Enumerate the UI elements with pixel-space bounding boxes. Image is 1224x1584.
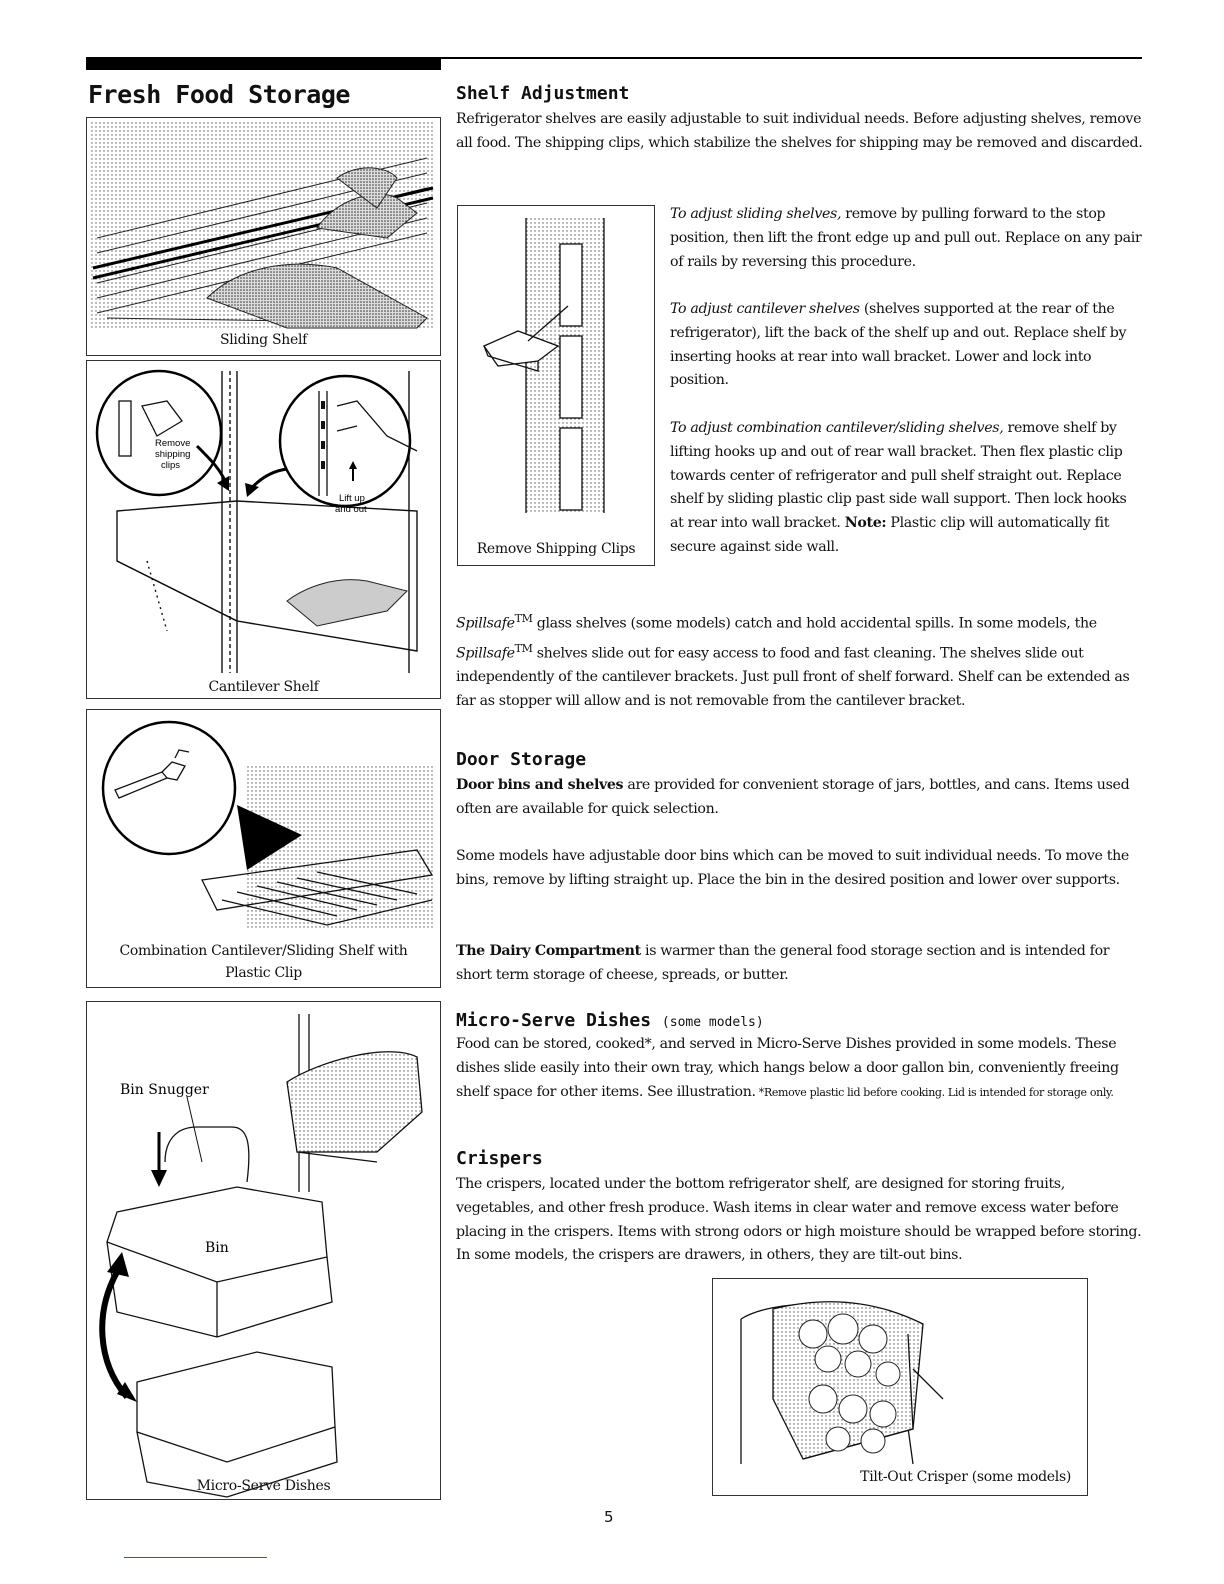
micro-serve-heading — [456, 1010, 764, 1031]
combination-shelf-caption-2: Plastic Clip — [225, 965, 302, 981]
door-storage-heading: Door Storage — [456, 749, 587, 770]
door-bins-text: are provided for convenient storage of jars, bottles, and cans. Items used often are available for quick selection. — [456, 777, 1130, 817]
page-number: 5 — [604, 1508, 614, 1526]
combination-shelves-text: remove shelf by lifting hooks up and out of rear wall bracket. Then flex plastic clip towards center of refrigerator and pull shelf straight out. Replace shelf by sliding plastic clip past side wall support. Then lock hooks at rear into wall bracket. — [670, 420, 1127, 532]
bin-label: Bin — [205, 1240, 229, 1256]
sliding-shelf-figure — [86, 117, 441, 356]
dairy-lead: The Dairy Compartment — [456, 943, 641, 959]
lift-up-label-2: and out — [335, 504, 367, 515]
dairy-text: is warmer than the general food storage section and is intended for short term storage of cheese, spreads, or butter. — [456, 943, 1110, 983]
door-storage-paragraph-1 — [456, 774, 1144, 822]
spillsafe-text-2: shelves slide out for easy access to food and fast cleaning. The shelves slide out independently of the cantilever brackets. Just pull front of shelf forward. Shelf can be extended as far as stopper will allow and is not removable from the cantilever bracket. — [456, 645, 1130, 709]
header-rule-thin — [441, 57, 1142, 59]
cantilever-shelves-text: (shelves supported at the rear of the refrigerator), lift the back of the shelf up and out. Replace shelf by inserting hooks at rear into wall bracket. Lower and lock into position. — [670, 301, 1127, 389]
combination-shelf-caption-1: Combination Cantilever/Sliding Shelf with — [119, 943, 408, 959]
header-rule-thick — [86, 57, 441, 70]
micro-serve-illustration — [87, 1002, 440, 1499]
lift-up-label-1: Lift up — [339, 493, 365, 504]
sliding-shelves-text: remove by pulling forward to the stop position, then lift the front edge up and pull out. Replace on any pair of rails by reversing this procedure. — [670, 206, 1142, 270]
remove-clips-label-2: shipping — [155, 449, 191, 460]
sliding-shelf-illustration — [87, 118, 440, 355]
cantilever-shelf-caption: Cantilever Shelf — [208, 679, 319, 695]
spillsafe-brand-1: Spillsafe — [456, 615, 515, 632]
shipping-clips-illustration — [458, 206, 654, 546]
dairy-paragraph — [456, 940, 1144, 988]
micro-serve-footnote: *Remove plastic lid before cooking. Lid is intended for storage only. — [755, 1085, 1114, 1099]
remove-clips-label-3: clips — [161, 460, 181, 471]
crispers-paragraph: The crispers, located under the bottom refrigerator shelf, are designed for storing fruits, vegetables, and other fresh produce. Wash items in clear water and remove excess water before placing in the crispers. Items with strong odors or high moisture should be wrapped before storing. In some models, the crispers are drawers, in others, they are tilt-out bins. — [456, 1176, 1142, 1264]
shipping-clips-caption: Remove Shipping Clips — [476, 541, 636, 557]
page-title: Fresh Food Storage — [88, 80, 350, 109]
spillsafe-tm-2: TM — [514, 641, 533, 655]
combination-shelves-lead: To adjust combination cantilever/sliding shelves, — [670, 420, 1004, 436]
spillsafe-text-1: glass shelves (some models) catch and hold accidental spills. In some models, the — [532, 615, 1097, 632]
bin-snugger-label: Bin Snugger — [120, 1082, 209, 1098]
spillsafe-brand-2: Spillsafe — [456, 645, 515, 662]
shipping-clips-figure — [457, 205, 655, 566]
spillsafe-tm-1: TM — [514, 612, 533, 625]
sliding-shelf-caption: Sliding Shelf — [219, 332, 308, 348]
sliding-shelves-lead: To adjust sliding shelves, — [670, 206, 842, 222]
tilt-out-crisper-figure — [712, 1278, 1088, 1496]
micro-serve-text: Food can be stored, cooked*, and served in Micro-Serve Dishes provided in some models. These dishes slide easily into their own tray, which hangs below a door gallon bin, conveniently freeing shelf space for other items. See illustration. — [456, 1036, 1119, 1100]
note-label: Note: — [844, 515, 887, 532]
micro-serve-paragraph — [456, 1033, 1144, 1104]
cantilever-shelf-illustration — [87, 361, 440, 698]
crispers-heading: Crispers — [456, 1148, 543, 1169]
micro-serve-heading-text: Micro-Serve Dishes — [456, 1010, 652, 1031]
note-text: Plastic clip will automatically fit secure against side wall. — [670, 515, 1110, 555]
cantilever-shelves-lead: To adjust cantilever shelves — [670, 301, 860, 317]
micro-serve-caption: Micro-Serve Dishes — [196, 1478, 331, 1494]
micro-serve-heading-note: (some models) — [661, 1015, 764, 1030]
cantilever-shelf-figure — [86, 360, 441, 699]
door-bins-lead: Door bins and shelves — [456, 777, 624, 793]
tilt-out-crisper-illustration — [713, 1279, 1087, 1471]
shelf-adjustment-heading: Shelf Adjustment — [456, 83, 630, 104]
tilt-out-crisper-caption: Tilt-Out Crisper (some models) — [860, 1469, 1071, 1485]
remove-clips-label-1: Remove — [155, 438, 191, 449]
micro-serve-figure — [86, 1001, 441, 1500]
combination-shelves-paragraph — [670, 417, 1144, 560]
combination-shelf-figure — [86, 709, 441, 988]
shelf-adjustment-intro: Refrigerator shelves are easily adjustable to suit individual needs. Before adjusting shelves, remove all food. The shipping clips, which stabilize the shelves for shipping may be removed and discarded. — [456, 111, 1143, 151]
spillsafe-paragraph — [456, 607, 1144, 714]
footer-link-underline — [124, 1557, 267, 1558]
door-storage-paragraph-2: Some models have adjustable door bins which can be moved to suit individual needs. To move the bins, remove by lifting straight up. Place the bin in the desired position and lower over supports. — [456, 848, 1129, 888]
sliding-shelves-paragraph — [670, 203, 1144, 274]
cantilever-shelves-paragraph — [670, 298, 1144, 393]
